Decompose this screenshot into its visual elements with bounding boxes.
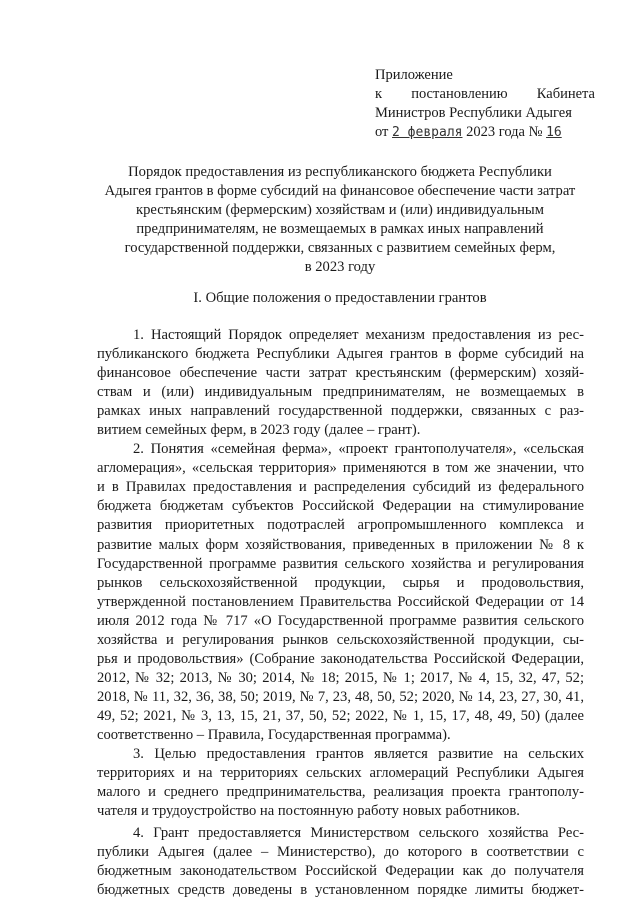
text-line: 1. Настоящий Порядок определяет механизм предоставления из рес- [133,327,584,343]
text-line: 49, 52; 2021, № 3, 13, 15, 21, 37, 50, 52; 2022, № 1, 15, 17, 48, 49, 50) (далее [97,707,584,724]
paragraph-3 [97,745,584,821]
date-prefix: от [375,124,389,140]
text-line: 4. Грант предоставляется Министерством сельского хозяйства Рес- [133,825,584,842]
text-line: малого и среднего предпринимательства, реализация проекта грантополу- [97,784,584,801]
text-line: 2012, № 32; 2013, № 30; 2014, № 18; 2015, № 1; 2017, № 4, 15, 32, 47, 52; [97,669,584,686]
text-line: бюджетных средств доведены в установленном порядке лимиты бюджет- [97,882,584,899]
text-line: финансовое обеспечение части затрат крестьянским (фермерским) хозяй- [97,365,584,382]
text-line: рамках иных направлений государственной поддержки, связанных с раз- [97,403,584,420]
title-line: в 2023 году [304,259,376,275]
section-heading: I. Общие положения о предоставлении грантов [193,290,487,306]
appendix-word: к [375,86,383,102]
text-line: чателя и трудоустройство на постоянную работу новых работников. [97,803,520,820]
appendix-block [375,66,595,142]
text-line: хозяйства и регулирования рынков сельскохозяйственной продукции, сы- [97,631,584,648]
text-line: 2. Понятия «семейная ферма», «проект грантополучателя», «сельская [133,441,584,458]
text-line: ствам и (или) индивидуальным предпринимателям, не возмещаемых в [97,384,584,401]
text-line: утвержденной постановлением Правительства Российской Федерации от 14 [97,593,584,610]
appendix-resolution-line [375,85,595,104]
text-line: 3. Целью предоставления грантов является развитие на сельских [133,746,584,763]
resolution-number: 16 [546,125,562,140]
text-line: агломерация», «сельская территория» применяются в том же значении, что [97,460,584,477]
text-line: публики Адыгея (далее – Министерство), до которого в соответствии с [97,844,584,861]
document-title [80,163,600,277]
appendix-word: Кабинета [536,86,595,102]
paragraph-1 [97,326,584,440]
text-line: публиканского бюджета Республики Адыгея грантов в форме субсидий на [97,346,584,363]
title-line: Порядок предоставления из республиканского бюджета Республики [128,164,552,180]
text-line: бюджетным законодательством Российской Федерации как до получателя [97,863,584,880]
appendix-date-line [375,123,595,142]
text-line: развития приоритетных подотраслей агропромышленного комплекса и [97,517,584,534]
title-line: государственной поддержки, связанных с развитием семейных ферм, [124,240,556,256]
text-line: Государственной программе развития сельского хозяйства и регулирования [97,555,584,572]
paragraph-4 [97,824,584,900]
text-line: рынков сельскохозяйственной продукции, сырья и продовольствия, [97,574,584,591]
text-line: территориях и на территориях сельских агломераций Республики Адыгея [97,765,584,782]
body-text [97,326,584,900]
title-line: Адыгея грантов в форме субсидий на финансовое обеспечение части затрат [104,183,576,199]
appendix-word: постановлению [411,86,508,102]
appendix-cabinet-line: Министров Республики Адыгея [375,105,572,121]
text-line: и в Правилах предоставления и распределения субсидий из федерального [97,479,584,496]
resolution-date: 2 февраля [392,125,463,140]
text-line: июля 2012 года № 717 «О Государственной программе развития сельского [97,612,584,629]
paragraph-2 [97,440,584,745]
text-line: бюджета бюджетам субъектов Российской Федерации на стимулирование [97,498,584,515]
text-line: рья и продовольствия» (Собрание законодательства Российской Федерации, [97,650,584,667]
date-middle: 2023 года № [466,124,543,140]
title-line: крестьянским (фермерским) хозяйствам и (или) индивидуальным [136,202,544,218]
title-line: предпринимателям, не возмещаемых в рамках иных направлений [136,221,544,237]
text-line: 2018, № 11, 32, 36, 38, 50; 2019, № 7, 23, 48, 50, 52; 2020, № 14, 23, 27, 30, 41, [97,688,584,705]
text-line: витием семейных ферм, в 2023 году (далее – грант). [97,422,421,439]
text-line: соответственно – Правила, Государственная программа). [97,726,451,743]
text-line: развитие малых форм хозяйствования, приведенных в приложении № 8 к [97,536,584,553]
appendix-label: Приложение [375,67,453,83]
